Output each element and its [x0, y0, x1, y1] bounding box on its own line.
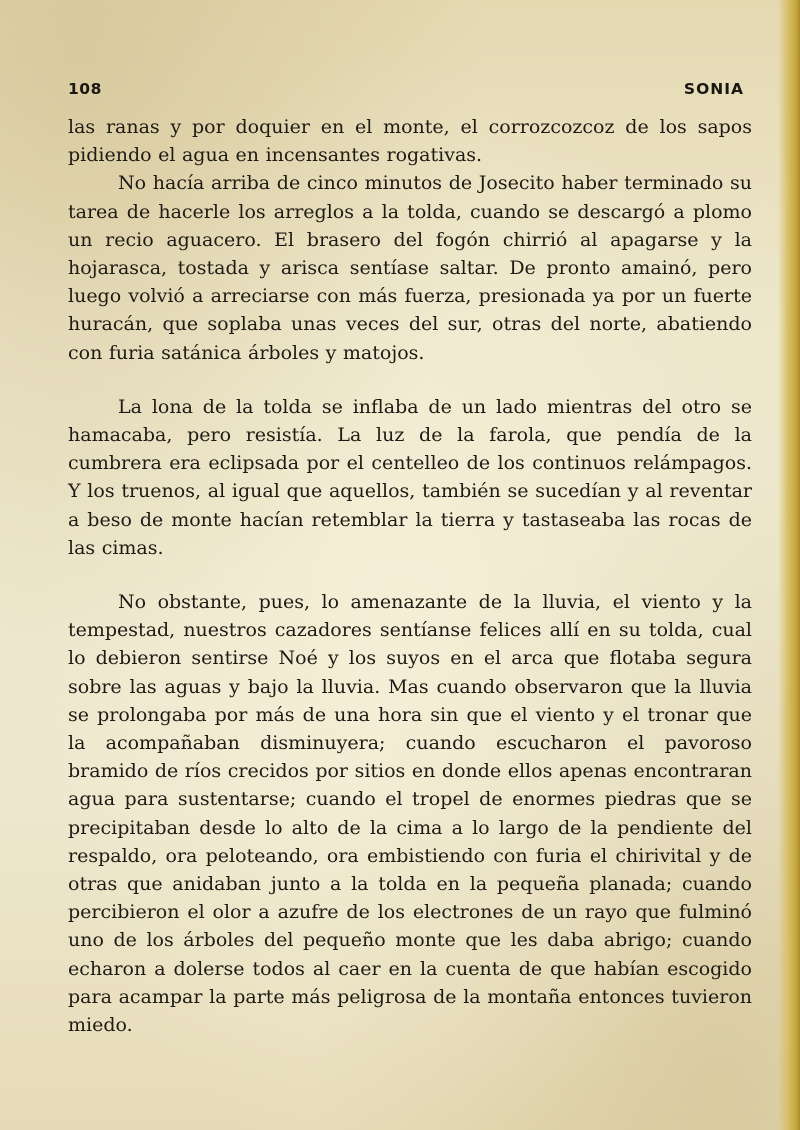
- running-title: SONIA: [683, 80, 744, 98]
- page-number: 108: [68, 80, 102, 98]
- body-text: [68, 113, 752, 1039]
- paragraph-tolda: La lona de la tolda se inflaba de un lado mientras del otro se hamacaba, pero resistía. La luz de la farola, que pendía de la cumbrera era eclipsada por el centelleo de los continuos relámpagos. Y los truenos, al igual que aquellos, también se sucedían y al reventar a beso de monte hacían retemblar la tierra y tastaseaba las rocas de las cimas.: [68, 395, 752, 559]
- paragraph-miedo: No obstante, pues, lo amenazante de la lluvia, el viento y la tempestad, nuestros cazadores sentíanse felices allí en su tolda, cual lo debieron sentirse Noé y los suyos en el arca que flotaba segura sobre las aguas y bajo la lluvia. Mas cuando observaron que la lluvia se prolongaba por más de una hora sin que el viento y el tronar que la acompañaban disminuyera; cuando escucharon el pavoroso bramido de ríos crecidos por sitios en donde ellos apenas encontraran agua para sustentarse; cuando el tropel de enormes piedras que se precipitaban desde lo alto de la cima a lo largo de la pendiente del respaldo, ora peloteando, ora embistiendo con furia el chirivital y de otras que anidaban junto a la tolda en la pequeña planada; cuando percibieron el olor a azufre de los electrones de un rayo que fulminó uno de los árboles del pequeño monte que les daba abrigo; cuando echaron a dolerse todos al caer en la cuenta de que habían escogido para acampar la parte más peligrosa de la montaña entonces tuvieron miedo.: [68, 591, 752, 1037]
- paragraph-continuation: las ranas y por doquier en el monte, el corrozcozcoz de los sapos pidiendo el agua en incensantes rogativas.: [68, 116, 752, 167]
- page-header: [68, 80, 744, 104]
- page-edge: [778, 0, 800, 1130]
- paragraph-aguacero: No hacía arriba de cinco minutos de Josecito haber terminado su tarea de hacerle los arreglos a la tolda, cuando se descargó a plomo un recio aguacero. El brasero del fogón chirrió al apagarse y la hojarasca, tostada y arisca sentíase saltar. De pronto amainó, pero luego volvió a arreciarse con más fuerza, presionada ya por un fuerte huracán, que soplaba unas veces del sur, otras del norte, abatiendo con furia satánica árboles y matojos.: [68, 172, 752, 364]
